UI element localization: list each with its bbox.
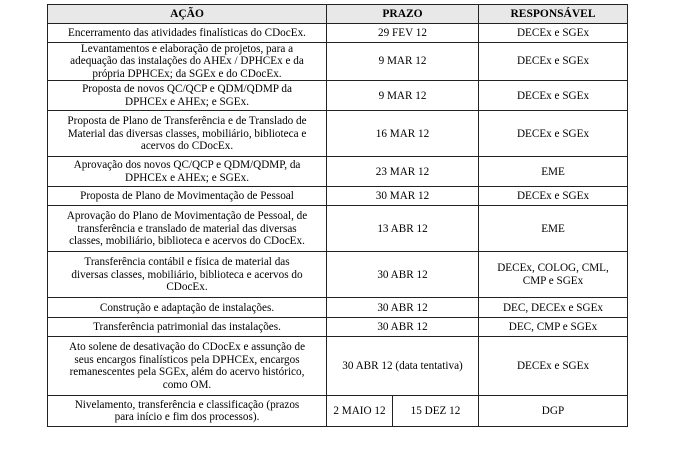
acao-line: acervos do CDocEx.	[140, 139, 234, 152]
responsavel-line: DECEx e SGEx	[516, 190, 590, 203]
table-row	[48, 43, 628, 81]
acao-line: Aprovação dos novos QC/QCP e QDM/QDMP, da	[73, 159, 301, 172]
responsavel-line: DGP	[541, 405, 565, 418]
acao-line: transferência e translado de material das diversas	[77, 222, 297, 235]
responsavel-line: DECEx, COLOG, CML,	[497, 262, 609, 275]
acao-line: seus encargos finalísticos pela DPHCEx, encargos	[74, 353, 300, 366]
prazo-cell: 9 MAR 12	[327, 43, 479, 81]
prazo-inicio-cell: 2 MAIO 12	[327, 396, 393, 427]
responsavel-line: DEC, DECEx e SGEx	[502, 301, 604, 314]
acao-cell	[48, 24, 327, 43]
acao-cell	[48, 157, 327, 187]
responsavel-cell	[479, 157, 628, 187]
responsavel-cell	[479, 337, 628, 396]
prazo-cell: 30 ABR 12	[327, 298, 479, 318]
table-row	[48, 318, 628, 337]
table-row	[48, 252, 628, 298]
responsavel-cell	[479, 252, 628, 298]
responsavel-cell	[479, 187, 628, 206]
prazo-cell: 30 ABR 12 (data tentativa)	[327, 337, 479, 396]
acao-line: Proposta de novos QC/QCP e QDM/QDMP da	[82, 83, 292, 96]
acao-cell	[48, 206, 327, 252]
responsavel-line: DECEx e SGEx	[516, 55, 590, 68]
acao-line: própria DPHCEx; da SGEx e do CDocEx.	[92, 67, 282, 80]
responsavel-cell	[479, 298, 628, 318]
table-row	[48, 337, 628, 396]
header-row	[48, 5, 628, 24]
acao-cell	[48, 337, 327, 396]
prazo-cell: 13 ABR 12	[327, 206, 479, 252]
responsavel-line: CMP e SGEx	[522, 274, 584, 287]
acao-cell	[48, 81, 327, 111]
table-row	[48, 24, 628, 43]
responsavel-line: DECEx e SGEx	[516, 89, 590, 102]
table-body	[48, 24, 628, 427]
responsavel-cell	[479, 318, 628, 337]
prazo-cell: 16 MAR 12	[327, 111, 479, 157]
acao-line: como OM.	[162, 378, 212, 391]
acao-line: Encerramento das atividades finalísticas do CDocEx.	[68, 26, 306, 39]
acao-cell	[48, 111, 327, 157]
acao-cell	[48, 252, 327, 298]
acao-line: Proposta de Plano de Movimentação de Pessoal	[80, 190, 294, 203]
acao-cell	[48, 318, 327, 337]
responsavel-line: DECEx e SGEx	[516, 360, 590, 373]
acao-cell	[48, 187, 327, 206]
responsavel-line: DECEx e SGEx	[516, 26, 590, 39]
responsavel-cell	[479, 43, 628, 81]
acao-line: adequação das instalações do AHEx / DPHCEx e da	[70, 55, 304, 68]
acao-line: Proposta de Plano de Transferência e de Translado de	[67, 115, 307, 128]
table-row	[48, 81, 628, 111]
responsavel-line: DECEx e SGEx	[516, 127, 590, 140]
table-row	[48, 157, 628, 187]
acao-line: Material das diversas classes, mobiliário, biblioteca e	[67, 127, 307, 140]
responsavel-cell	[479, 206, 628, 252]
acao-line: Aprovação do Plano de Movimentação de Pessoal, de	[66, 210, 308, 223]
acao-line: Ato solene de desativação do CDocEx e assunção de	[68, 341, 306, 354]
acao-line: diversas classes, mobiliário, biblioteca e acervos do	[71, 268, 303, 281]
responsavel-line: EME	[541, 165, 565, 178]
prazo-cell: 30 ABR 12	[327, 318, 479, 337]
acao-line: Transferência patrimonial das instalações.	[93, 321, 281, 334]
prazo-cell: 23 MAR 12	[327, 157, 479, 187]
prazo-cell: 30 ABR 12	[327, 252, 479, 298]
acao-cell	[48, 43, 327, 81]
responsavel-cell	[479, 24, 628, 43]
acao-line: classes, mobiliário, biblioteca e acervos do CDocEx.	[69, 234, 305, 247]
header-acao: AÇÃO	[48, 5, 327, 24]
responsavel-cell	[479, 81, 628, 111]
acao-cell	[48, 396, 327, 427]
acao-cell	[48, 298, 327, 318]
acao-line: Construção e adaptação de instalações.	[99, 301, 275, 314]
acao-line: remanescentes pela SGEx, além do acervo histórico,	[69, 366, 305, 379]
acao-line: Nivelamento, transferência e classificação (prazos	[74, 398, 300, 411]
schedule-table	[47, 4, 628, 427]
acao-line: DPHCEx e AHEx; e SGEx.	[125, 171, 249, 184]
prazo-cell: 9 MAR 12	[327, 81, 479, 111]
responsavel-cell	[479, 111, 628, 157]
table-row	[48, 206, 628, 252]
acao-line: Transferência contábil e física de material das	[84, 256, 290, 269]
table-row	[48, 187, 628, 206]
acao-line: CDocEx.	[166, 280, 208, 293]
acao-line: DPHCEx e AHEx; e SGEx.	[125, 95, 249, 108]
responsavel-line: EME	[541, 222, 565, 235]
table-row	[48, 396, 628, 427]
acao-line: para início e fim dos processos).	[114, 411, 260, 424]
header-prazo: PRAZO	[327, 5, 479, 24]
table-row	[48, 111, 628, 157]
responsavel-cell	[479, 396, 628, 427]
prazo-fim-cell: 15 DEZ 12	[393, 396, 479, 427]
prazo-cell: 29 FEV 12	[327, 24, 479, 43]
table-row	[48, 298, 628, 318]
prazo-cell: 30 MAR 12	[327, 187, 479, 206]
acao-line: Levantamentos e elaboração de projetos, para a	[80, 43, 294, 55]
responsavel-line: DEC, CMP e SGEx	[508, 321, 598, 334]
header-responsavel: RESPONSÁVEL	[479, 5, 628, 24]
